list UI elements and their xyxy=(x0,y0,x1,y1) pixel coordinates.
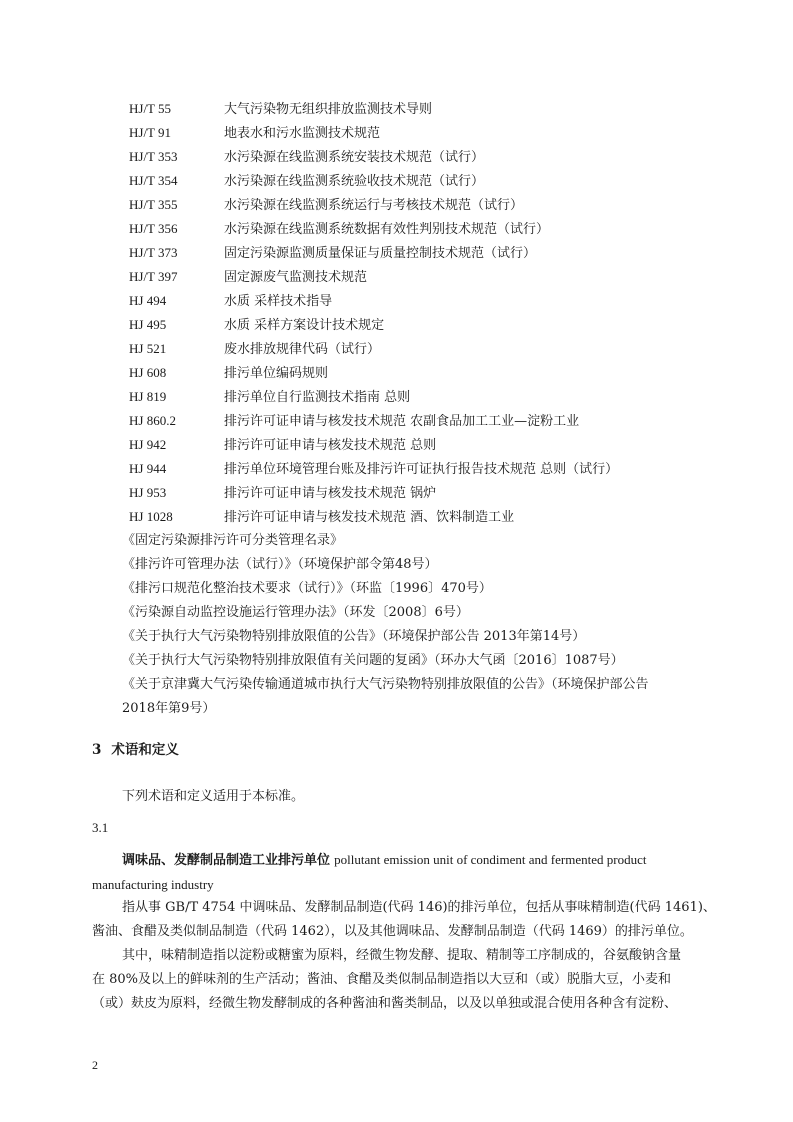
standard-name: 水污染源在线监测系统运行与考核技术规范（试行） xyxy=(224,198,524,213)
standard-row xyxy=(129,361,729,385)
standard-code: HJ 942 xyxy=(129,437,167,452)
term-english: pollutant emission unit of condiment and fermented product manufacturing industry xyxy=(92,852,647,892)
explanation-paragraph xyxy=(92,944,718,1016)
standard-row xyxy=(129,265,729,289)
standard-row xyxy=(129,241,729,265)
standard-name: 排污单位自行监测技术指南 总则 xyxy=(224,390,411,405)
standard-name: 排污许可证申请与核发技术规范 酒、饮料制造工业 xyxy=(224,510,515,525)
standard-row xyxy=(129,481,729,505)
standard-name: 固定源废气监测技术规范 xyxy=(224,270,368,285)
standard-code: HJ 819 xyxy=(129,389,167,404)
standard-row xyxy=(129,121,729,145)
standard-name: 排污许可证申请与核发技术规范 锅炉 xyxy=(224,486,437,501)
document-item: 《排污许可管理办法（试行）》（环境保护部令第48号） xyxy=(122,557,438,572)
standard-code: HJ/T 55 xyxy=(129,101,172,116)
standard-name: 排污许可证申请与核发技术规范 农副食品加工工业—淀粉工业 xyxy=(224,414,580,429)
standard-code: HJ/T 91 xyxy=(129,125,172,140)
standard-row xyxy=(129,313,729,337)
section-intro: 下列术语和定义适用于本标准。 xyxy=(122,789,305,804)
standard-code: HJ/T 354 xyxy=(129,173,178,188)
referenced-documents-list xyxy=(122,529,722,721)
definition-paragraph xyxy=(92,896,718,944)
paragraph-line: 其中，味精制造指以淀粉或糖蜜为原料，经微生物发酵、提取、精制等工序制成的，谷氨酸钠含量 xyxy=(122,948,682,963)
term-definition-heading xyxy=(92,848,718,898)
paragraph-line: 指从事 GB/T 4754 中调味品、发酵制品制造(代码 146)的排污单位，包括从事味精制造(代码 1461)、 xyxy=(122,900,716,915)
document-item: 《污染源自动监控设施运行管理办法》（环发〔2008〕6号） xyxy=(122,605,469,620)
standard-name: 排污单位环境管理台账及排污许可证执行报告技术规范 总则（试行） xyxy=(224,462,619,477)
section-title: 术语和定义 xyxy=(111,742,179,758)
standard-name: 废水排放规律代码（试行） xyxy=(224,342,381,357)
standard-row xyxy=(129,457,729,481)
standard-row xyxy=(129,505,729,529)
standard-code: HJ 953 xyxy=(129,485,167,500)
paragraph-line: 酱油、食醋及类似制品制造（代码 1462），以及其他调味品、发酵制品制造（代码 1469）的排污单位。 xyxy=(92,924,693,939)
standard-code: HJ 1028 xyxy=(129,509,173,524)
paragraph-line: （或）麸皮为原料，经微生物发酵制成的各种酱油和酱类制品，以及以单独或混合使用各种含有淀粉、 xyxy=(92,996,678,1011)
standard-row xyxy=(129,217,729,241)
standard-row xyxy=(129,145,729,169)
document-item: 《固定污染源排污许可分类管理名录》 xyxy=(122,533,344,548)
standard-row xyxy=(129,289,729,313)
term-chinese: 调味品、发酵制品制造工业排污单位 xyxy=(122,853,331,868)
paragraph-line: 在 80%及以上的鲜味剂的生产活动；酱油、食醋及类似制品制造指以大豆和（或）脱脂大豆，小麦和 xyxy=(92,972,672,987)
standard-code: HJ 495 xyxy=(129,317,167,332)
standard-name: 排污许可证申请与核发技术规范 总则 xyxy=(224,438,437,453)
standard-name: 水质 采样技术指导 xyxy=(224,294,333,309)
standard-name: 固定污染源监测质量保证与质量控制技术规范（试行） xyxy=(224,246,537,261)
standard-name: 水污染源在线监测系统安装技术规范（试行） xyxy=(224,150,485,165)
standard-code: HJ 608 xyxy=(129,365,167,380)
standard-name: 大气污染物无组织排放监测技术导则 xyxy=(224,102,433,117)
document-item: 《关于执行大气污染物特别排放限值有关问题的复函》（环办大气函〔2016〕1087号） xyxy=(122,653,624,668)
standard-code: HJ/T 397 xyxy=(129,269,178,284)
subsection-number: 3.1 xyxy=(92,820,109,835)
standard-code: HJ/T 356 xyxy=(129,221,178,236)
standard-code: HJ 860.2 xyxy=(129,413,176,428)
referenced-standards-list xyxy=(129,97,729,529)
document-item: 《排污口规范化整治技术要求（试行）》（环监〔1996〕470号） xyxy=(122,581,492,596)
document-item-continuation: 2018年第9号） xyxy=(122,701,216,716)
standard-name: 水质 采样方案设计技术规定 xyxy=(224,318,385,333)
standard-row xyxy=(129,337,729,361)
document-item: 《关于执行大气污染物特别排放限值的公告》（环境保护部公告 2013年第14号） xyxy=(122,629,586,644)
standard-row xyxy=(129,433,729,457)
standard-row xyxy=(129,193,729,217)
standard-row xyxy=(129,385,729,409)
document-item: 《关于京津冀大气污染传输通道城市执行大气污染物特别排放限值的公告》（环境保护部公告 xyxy=(122,677,649,692)
standard-code: HJ 944 xyxy=(129,461,167,476)
standard-row xyxy=(129,169,729,193)
standard-name: 地表水和污水监测技术规范 xyxy=(224,126,381,141)
standard-name: 排污单位编码规则 xyxy=(224,366,329,381)
page-number: 2 xyxy=(92,1058,98,1072)
standard-code: HJ 521 xyxy=(129,341,167,356)
standard-code: HJ/T 355 xyxy=(129,197,178,212)
standard-row xyxy=(129,97,729,121)
standard-name: 水污染源在线监测系统验收技术规范（试行） xyxy=(224,174,485,189)
section-number: 3 xyxy=(92,742,102,758)
standard-name: 水污染源在线监测系统数据有效性判别技术规范（试行） xyxy=(224,222,550,237)
standard-row xyxy=(129,409,729,433)
standard-code: HJ 494 xyxy=(129,293,167,308)
section-heading xyxy=(92,738,179,762)
standard-code: HJ/T 373 xyxy=(129,245,178,260)
standard-code: HJ/T 353 xyxy=(129,149,178,164)
